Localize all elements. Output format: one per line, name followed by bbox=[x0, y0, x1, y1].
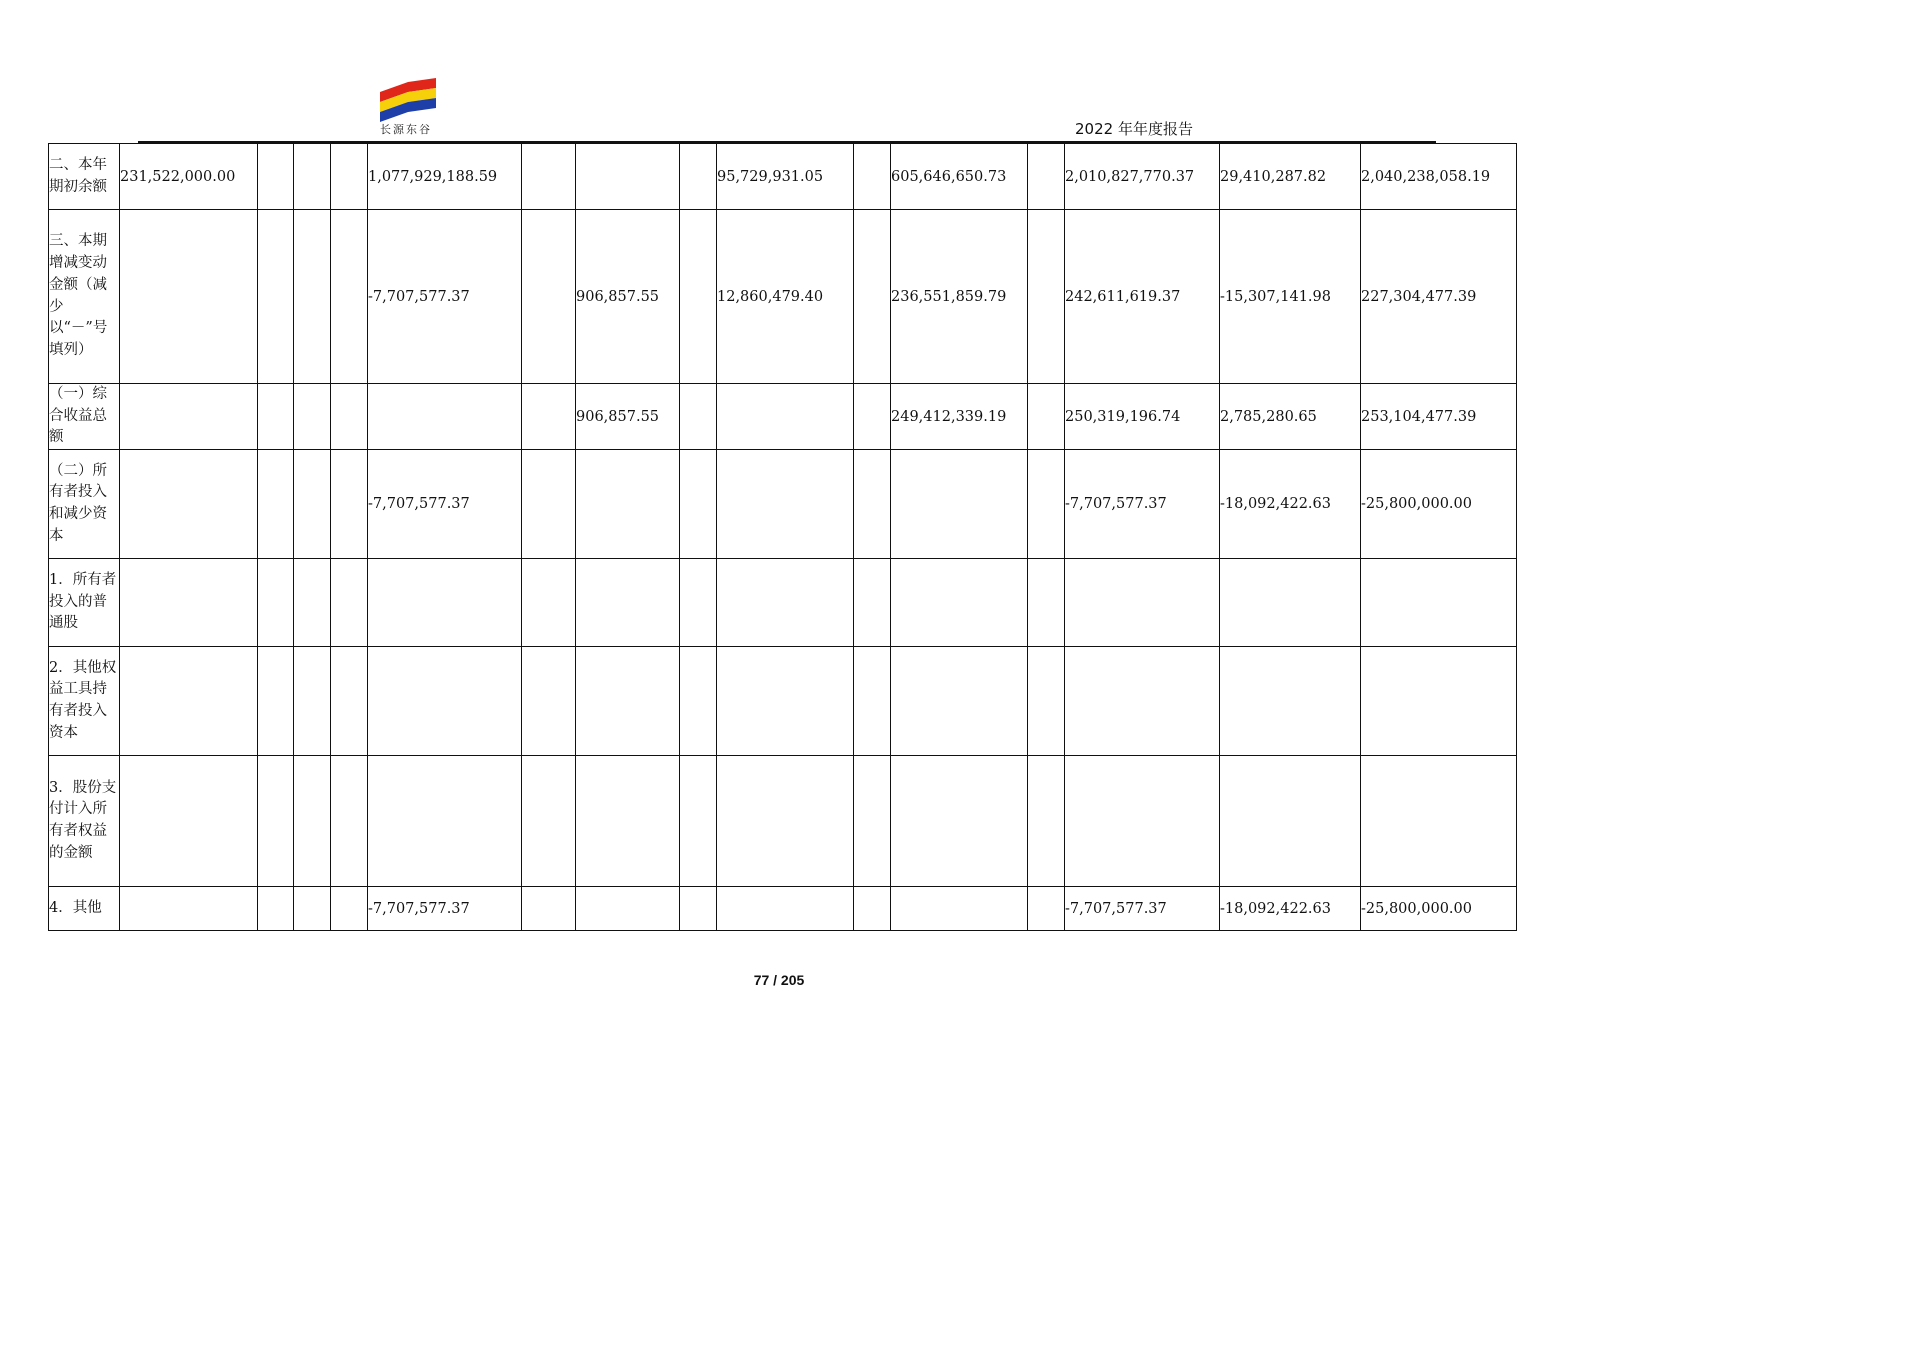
table-cell: 1,077,929,188.59 bbox=[368, 144, 522, 210]
table-cell bbox=[680, 144, 717, 210]
table-cell bbox=[854, 647, 891, 756]
table-cell bbox=[1028, 210, 1065, 384]
table-cell: -7,707,577.37 bbox=[1065, 450, 1220, 559]
table-cell bbox=[258, 210, 294, 384]
table-row bbox=[49, 887, 1517, 931]
table-cell bbox=[522, 384, 576, 450]
row-item-label: （二）所有者投入和减少资本 bbox=[49, 450, 120, 559]
table-cell bbox=[576, 144, 680, 210]
table-cell bbox=[258, 756, 294, 887]
table-cell: 236,551,859.79 bbox=[891, 210, 1028, 384]
table-cell bbox=[522, 756, 576, 887]
table-cell bbox=[331, 144, 368, 210]
table-cell bbox=[331, 450, 368, 559]
table-cell bbox=[1361, 647, 1517, 756]
row-item-label: 2．其他权益工具持有者投入资本 bbox=[49, 647, 120, 756]
table-row bbox=[49, 210, 1517, 384]
table-cell bbox=[1065, 559, 1220, 647]
table-cell: -25,800,000.00 bbox=[1361, 450, 1517, 559]
table-cell bbox=[522, 210, 576, 384]
table-cell bbox=[258, 647, 294, 756]
table-cell: 29,410,287.82 bbox=[1220, 144, 1361, 210]
table-cell bbox=[1028, 647, 1065, 756]
table-cell bbox=[717, 887, 854, 931]
table-cell bbox=[522, 144, 576, 210]
table-cell: -25,800,000.00 bbox=[1361, 887, 1517, 931]
table-cell bbox=[854, 210, 891, 384]
table-cell bbox=[522, 559, 576, 647]
report-title: 2022 年年度报告 bbox=[1075, 120, 1193, 138]
table-row bbox=[49, 647, 1517, 756]
table-cell bbox=[1028, 559, 1065, 647]
table-cell bbox=[680, 559, 717, 647]
row-item-label: 4．其他 bbox=[49, 887, 120, 931]
table-cell: 242,611,619.37 bbox=[1065, 210, 1220, 384]
table-cell bbox=[120, 756, 258, 887]
table-cell bbox=[1361, 756, 1517, 887]
table-cell bbox=[120, 210, 258, 384]
table-cell bbox=[891, 647, 1028, 756]
table-cell bbox=[368, 559, 522, 647]
table-cell bbox=[854, 144, 891, 210]
table-cell bbox=[368, 756, 522, 887]
table-cell bbox=[294, 756, 331, 887]
table-cell bbox=[576, 756, 680, 887]
table-cell: 95,729,931.05 bbox=[717, 144, 854, 210]
table-cell bbox=[717, 647, 854, 756]
table-cell bbox=[680, 210, 717, 384]
table-cell: 605,646,650.73 bbox=[891, 144, 1028, 210]
table-cell bbox=[854, 450, 891, 559]
logo-text: 长源东谷 bbox=[380, 123, 432, 136]
table-cell: 249,412,339.19 bbox=[891, 384, 1028, 450]
table-cell bbox=[331, 647, 368, 756]
table-cell bbox=[331, 756, 368, 887]
table-cell: 2,010,827,770.37 bbox=[1065, 144, 1220, 210]
table-cell: 2,785,280.65 bbox=[1220, 384, 1361, 450]
row-item-label: 1．所有者投入的普通股 bbox=[49, 559, 120, 647]
table-cell bbox=[576, 450, 680, 559]
table-cell bbox=[891, 559, 1028, 647]
table-cell bbox=[294, 559, 331, 647]
equity-changes-table bbox=[48, 143, 1517, 931]
table-cell: 231,522,000.00 bbox=[120, 144, 258, 210]
table-cell bbox=[294, 450, 331, 559]
table-row bbox=[49, 559, 1517, 647]
table-cell bbox=[294, 144, 331, 210]
table-cell bbox=[1220, 559, 1361, 647]
table-cell: 250,319,196.74 bbox=[1065, 384, 1220, 450]
table-cell bbox=[331, 887, 368, 931]
table-cell bbox=[680, 450, 717, 559]
table-cell bbox=[258, 559, 294, 647]
table-cell bbox=[120, 559, 258, 647]
table-cell bbox=[576, 647, 680, 756]
table-row bbox=[49, 450, 1517, 559]
table-cell bbox=[1028, 144, 1065, 210]
table-row bbox=[49, 756, 1517, 887]
table-cell bbox=[576, 559, 680, 647]
table-cell bbox=[294, 384, 331, 450]
table-row bbox=[49, 384, 1517, 450]
table-cell: -7,707,577.37 bbox=[368, 210, 522, 384]
table-cell bbox=[1028, 384, 1065, 450]
table-cell bbox=[331, 559, 368, 647]
table-cell bbox=[680, 384, 717, 450]
table-cell bbox=[1028, 887, 1065, 931]
table-cell bbox=[331, 210, 368, 384]
table-cell bbox=[120, 647, 258, 756]
row-item-label: 二、本年期初余额 bbox=[49, 144, 120, 210]
table-cell bbox=[854, 756, 891, 887]
table-cell bbox=[1065, 647, 1220, 756]
table-cell bbox=[368, 647, 522, 756]
table-cell bbox=[1220, 647, 1361, 756]
table-cell bbox=[331, 384, 368, 450]
table-cell bbox=[717, 384, 854, 450]
table-cell bbox=[258, 144, 294, 210]
table-cell: -18,092,422.63 bbox=[1220, 887, 1361, 931]
table-cell bbox=[258, 384, 294, 450]
table-cell bbox=[294, 210, 331, 384]
table-cell bbox=[891, 450, 1028, 559]
table-cell bbox=[717, 450, 854, 559]
table-cell bbox=[854, 384, 891, 450]
table-cell bbox=[680, 756, 717, 887]
table-cell: 253,104,477.39 bbox=[1361, 384, 1517, 450]
table-cell bbox=[120, 887, 258, 931]
table-cell bbox=[258, 450, 294, 559]
table-cell bbox=[522, 887, 576, 931]
table-cell: -18,092,422.63 bbox=[1220, 450, 1361, 559]
table-cell: -7,707,577.37 bbox=[368, 450, 522, 559]
table-cell: -7,707,577.37 bbox=[1065, 887, 1220, 931]
table-cell bbox=[680, 647, 717, 756]
row-item-label: 3．股份支付计入所有者权益的金额 bbox=[49, 756, 120, 887]
table-cell bbox=[854, 887, 891, 931]
table-cell bbox=[891, 887, 1028, 931]
table-cell bbox=[294, 647, 331, 756]
table-cell bbox=[576, 887, 680, 931]
table-cell bbox=[854, 559, 891, 647]
table-cell bbox=[120, 384, 258, 450]
table-cell bbox=[717, 559, 854, 647]
table-cell bbox=[891, 756, 1028, 887]
table-cell bbox=[522, 647, 576, 756]
table-cell bbox=[717, 756, 854, 887]
table-cell: 2,040,238,058.19 bbox=[1361, 144, 1517, 210]
table-cell: 227,304,477.39 bbox=[1361, 210, 1517, 384]
table-cell bbox=[1065, 756, 1220, 887]
row-item-label: 三、本期增减变动金额（减少以“－”号填列） bbox=[49, 210, 120, 384]
table-cell bbox=[294, 887, 331, 931]
table-cell bbox=[1028, 756, 1065, 887]
table-cell: 906,857.55 bbox=[576, 210, 680, 384]
table-cell: -7,707,577.37 bbox=[368, 887, 522, 931]
table-cell: 12,860,479.40 bbox=[717, 210, 854, 384]
table-cell bbox=[1361, 559, 1517, 647]
table-cell bbox=[522, 450, 576, 559]
table-cell bbox=[1220, 756, 1361, 887]
table-cell: 906,857.55 bbox=[576, 384, 680, 450]
row-item-label: （一）综合收益总额 bbox=[49, 384, 120, 450]
table-cell bbox=[368, 384, 522, 450]
table-cell bbox=[1028, 450, 1065, 559]
page-number: 77 / 205 bbox=[753, 972, 805, 988]
table-cell: -15,307,141.98 bbox=[1220, 210, 1361, 384]
table-cell bbox=[680, 887, 717, 931]
table-cell bbox=[258, 887, 294, 931]
table-row bbox=[49, 144, 1517, 210]
table-cell bbox=[120, 450, 258, 559]
